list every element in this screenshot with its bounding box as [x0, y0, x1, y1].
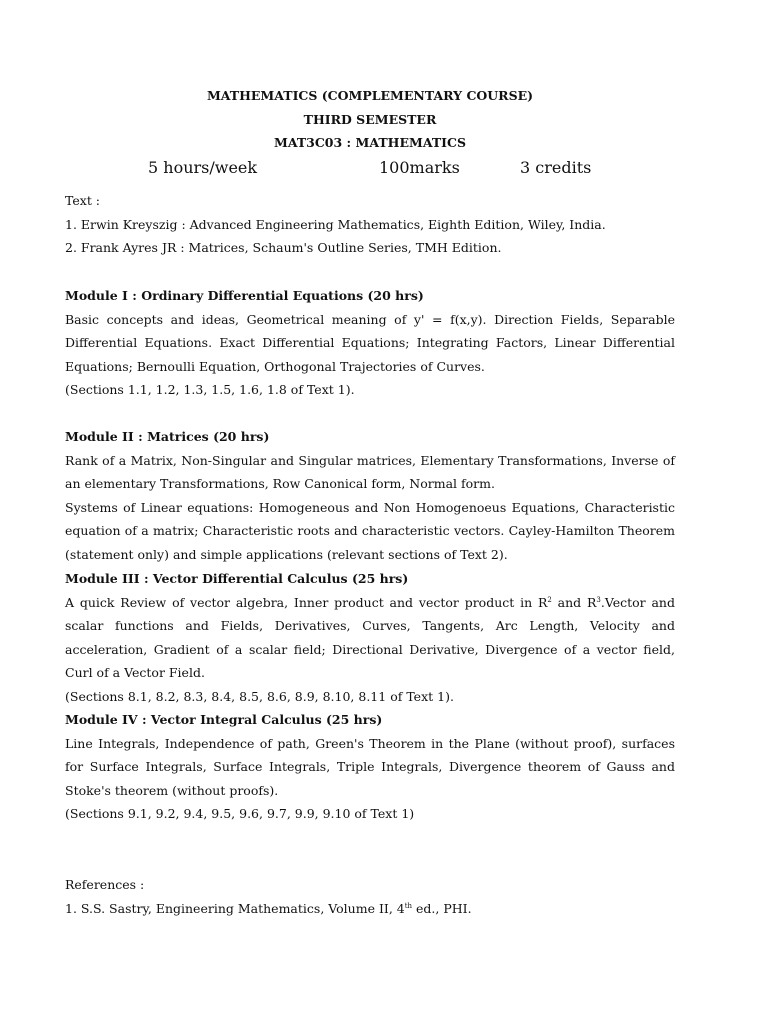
module-body-text: .Vector and scalar functions and Fields, Derivatives, Curves, Tangents, Arc Length, Velocity and acceleration, Gradient of a scalar field; Directional Derivative, Divergence of a vector field, Curl of a Vector Field. [65, 594, 675, 680]
module-1 [65, 284, 675, 402]
references-section [65, 873, 675, 920]
reference-text: ed., PHI. [412, 900, 472, 916]
credits: 3 credits [520, 158, 592, 177]
module-body [65, 591, 675, 685]
module-sections: (Sections 9.1, 9.2, 9.4, 9.5, 9.6, 9.7, 9.9, 9.10 of Text 1) [65, 806, 415, 821]
semester-title: THIRD SEMESTER [303, 112, 437, 127]
module-body-text: A quick Review of vector algebra, Inner product and vector product in R [65, 594, 548, 610]
module-body: Basic concepts and ideas, Geometrical meaning of y' = f(x,y). Direction Fields, Separable Differential Equations. Exact Differential Equations; Integrating Factors, Linear Differential Equations; Bernoulli Equation, Orthogonal Trajectories of Curves. [65, 311, 675, 374]
text-book-item: 2. Frank Ayres JR : Matrices, Schaum's Outline Series, TMH Edition. [65, 240, 502, 255]
module-body: Systems of Linear equations: Homogeneous and Non Homogenoeus Equations, Characteristic equation of a matrix; Characteristic roots and characteristic vectors. Cayley-Hamilton Theorem (statement only) and simple applications (relevant sections of Text 2). [65, 499, 675, 562]
module-body: Line Integrals, Independence of path, Green's Theorem in the Plane (without proof), surfaces for Surface Integrals, Surface Integrals, Triple Integrals, Divergence theorem of Gauss and Stoke's theorem (without proofs). [65, 735, 675, 798]
course-title: MATHEMATICS (COMPLEMENTARY COURSE) [206, 88, 534, 103]
superscript: 3 [596, 595, 601, 604]
module-title: Module II : Matrices (20 hrs) [65, 429, 270, 444]
course-code: MAT3C03 : MATHEMATICS [274, 135, 466, 150]
module-body-text: and R [551, 594, 597, 610]
text-book-item: 1. Erwin Kreyszig : Advanced Engineering Mathematics, Eighth Edition, Wiley, India. [65, 216, 606, 232]
references-label: References : [65, 877, 145, 892]
module-3 [65, 567, 675, 708]
superscript: 2 [547, 595, 552, 604]
hours-per-week: 5 hours/week [148, 158, 258, 177]
module-sections: (Sections 8.1, 8.2, 8.3, 8.4, 8.5, 8.6, 8.9, 8.10, 8.11 of Text 1). [65, 688, 454, 704]
text-books-label: Text : [65, 193, 101, 208]
text-books-section [65, 189, 675, 260]
reference-text: 1. S.S. Sastry, Engineering Mathematics, Volume II, 4 [65, 900, 405, 916]
module-title: Module I : Ordinary Differential Equations (20 hrs) [65, 288, 424, 303]
module-4 [65, 708, 675, 826]
module-body: Rank of a Matrix, Non-Singular and Singular matrices, Elementary Transformations, Inverse of an elementary Transformations, Row Canonical form, Normal form. [65, 452, 675, 491]
module-2 [65, 425, 675, 566]
module-sections: (Sections 1.1, 1.2, 1.3, 1.5, 1.6, 1.8 of Text 1). [65, 382, 355, 397]
module-title: Module IV : Vector Integral Calculus (25 hrs) [65, 712, 383, 727]
superscript: th [404, 901, 413, 910]
marks: 100marks [379, 158, 460, 177]
module-title: Module III : Vector Differential Calculus (25 hrs) [65, 571, 409, 586]
reference-item [65, 897, 675, 921]
